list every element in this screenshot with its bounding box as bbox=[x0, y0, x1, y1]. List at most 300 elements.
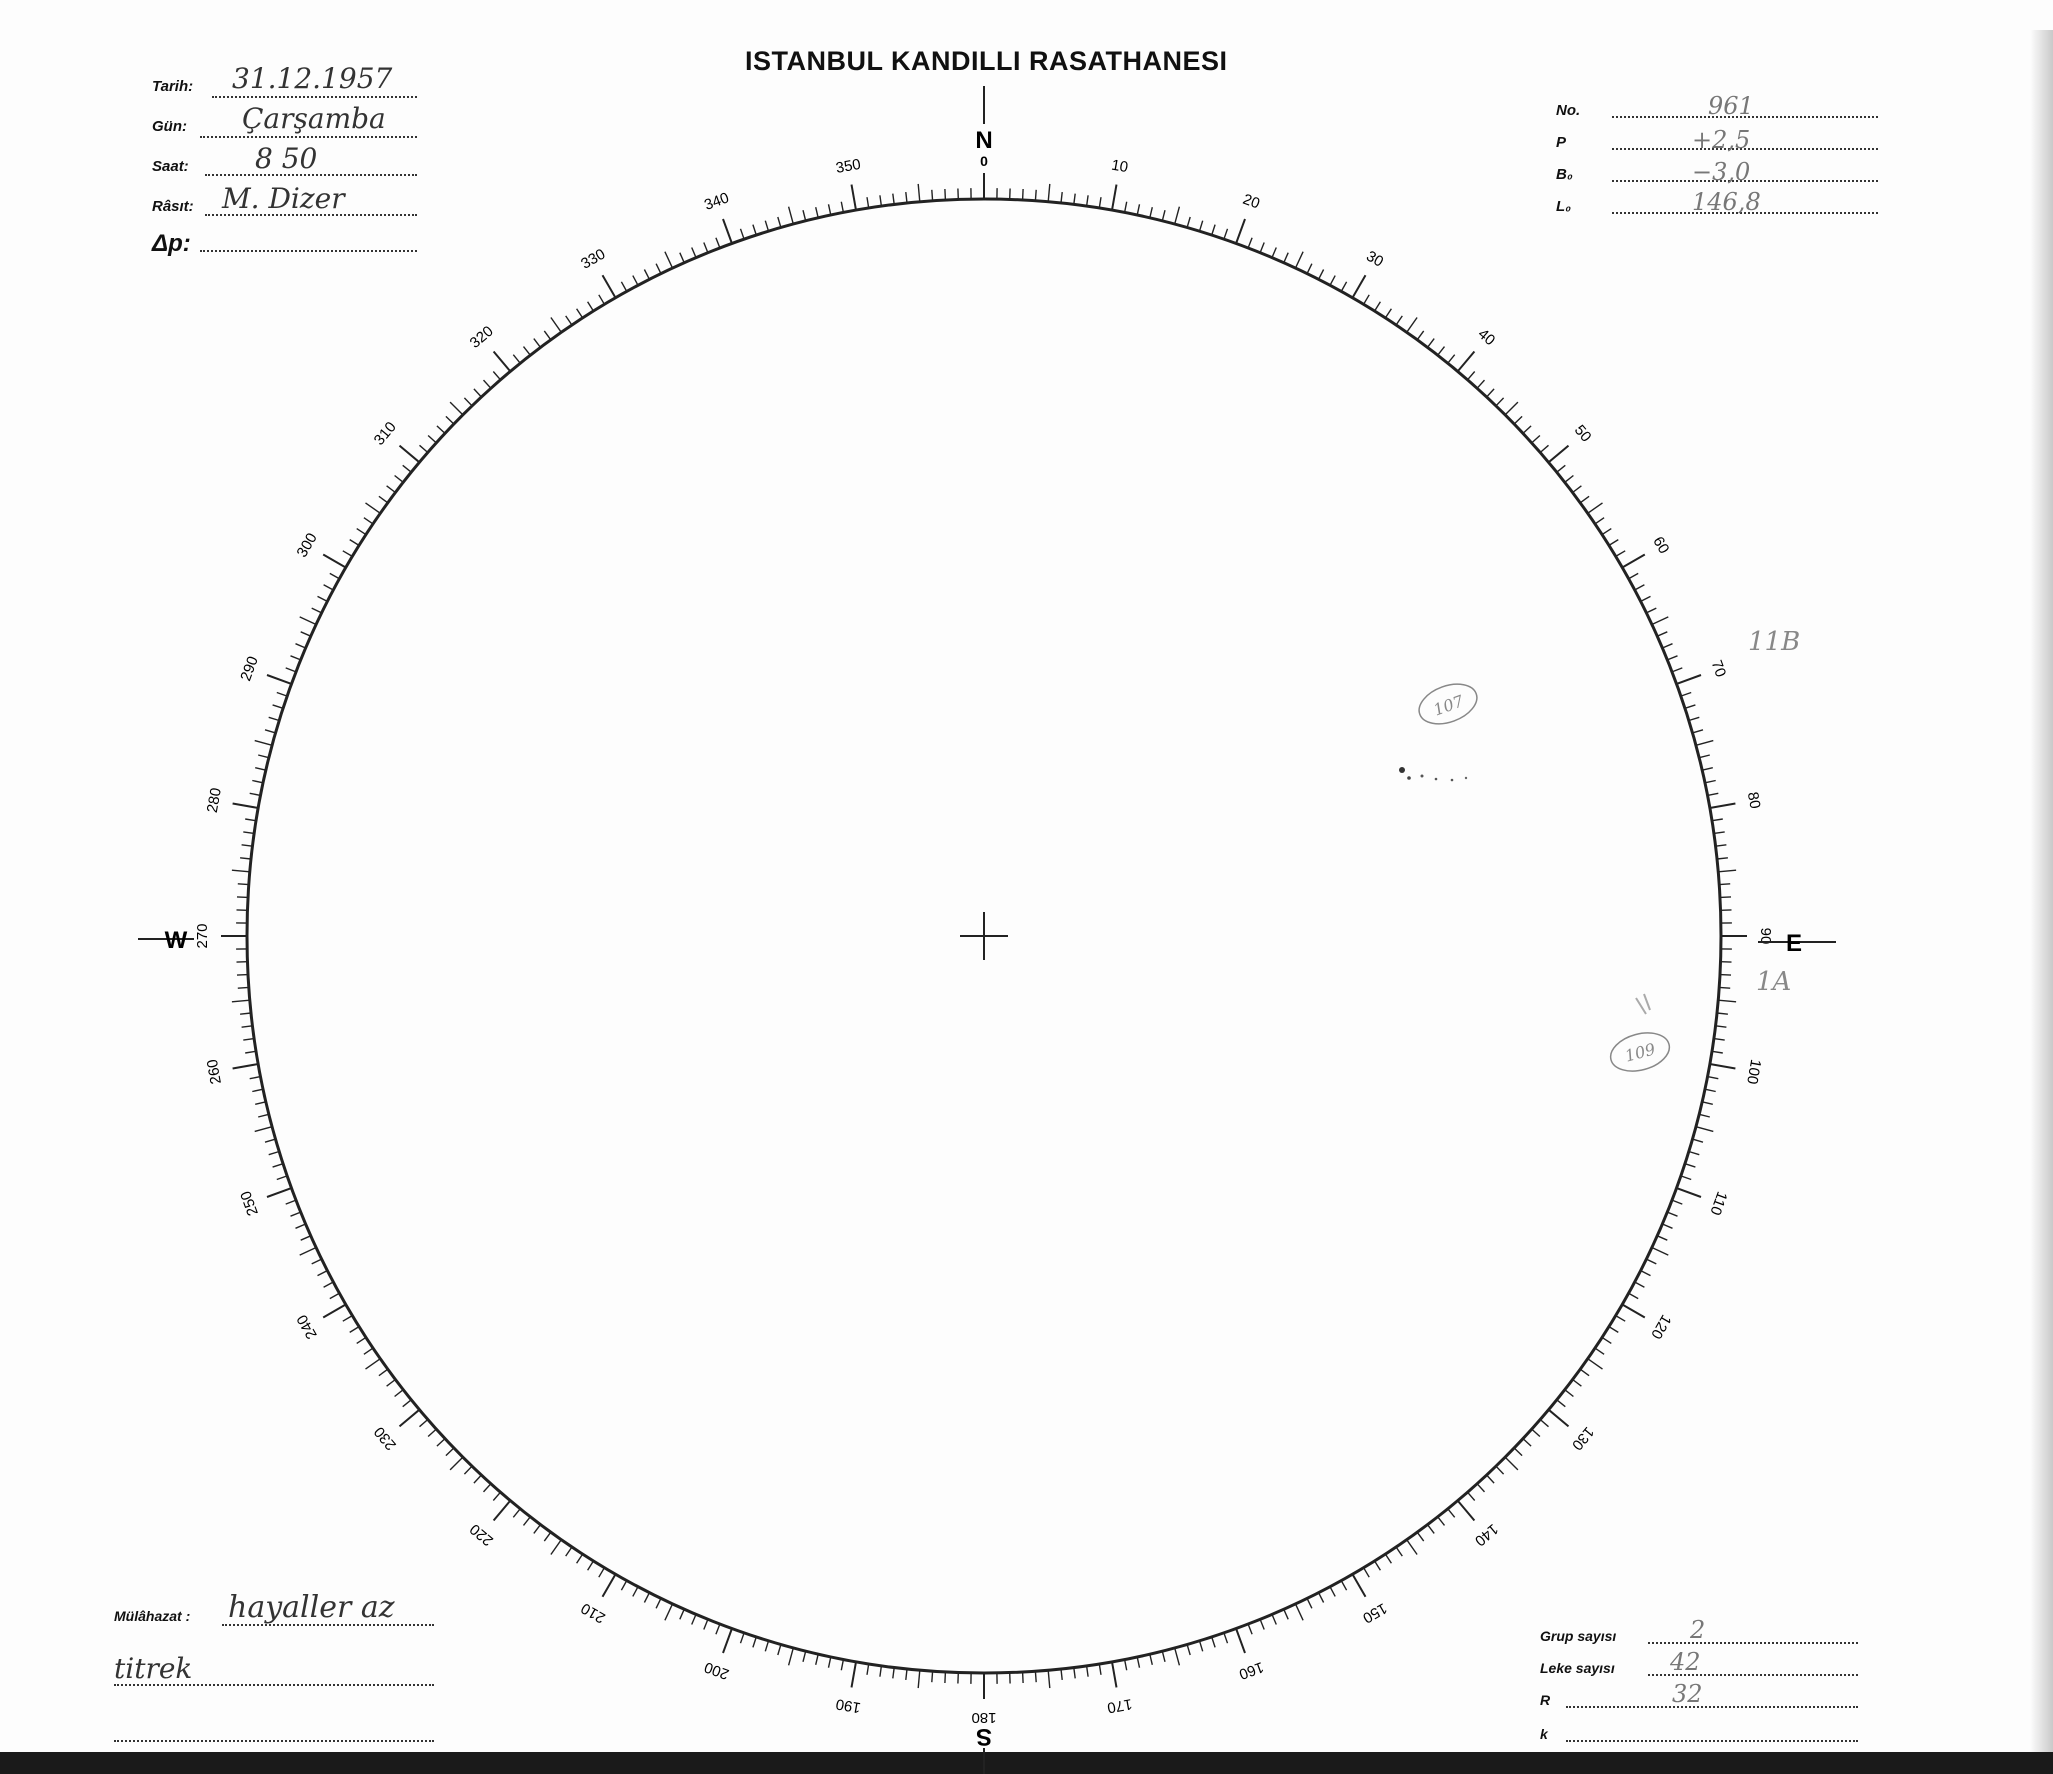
degree-tick bbox=[395, 476, 404, 483]
degree-tick bbox=[1646, 1259, 1656, 1264]
degree-tick bbox=[918, 184, 920, 202]
degree-tick bbox=[852, 1662, 857, 1688]
degree-tick bbox=[665, 252, 673, 268]
degree-tick bbox=[1035, 190, 1036, 201]
degree-tick bbox=[1150, 207, 1153, 218]
degree-tick bbox=[1385, 309, 1391, 318]
degree-tick bbox=[1353, 1574, 1366, 1597]
degree-tick bbox=[1468, 1492, 1475, 1500]
degree-tick bbox=[1200, 221, 1203, 232]
degree-tick bbox=[1580, 496, 1589, 503]
degree-tick bbox=[403, 465, 412, 472]
r-label: R bbox=[1540, 1692, 1551, 1708]
degree-tick bbox=[716, 1624, 720, 1634]
degree-tick bbox=[318, 1271, 328, 1276]
degree-tick bbox=[437, 1439, 445, 1447]
degree-tick bbox=[464, 398, 472, 406]
degree-label: 340 bbox=[702, 189, 732, 214]
degree-tick bbox=[1023, 1672, 1024, 1683]
degree-tick bbox=[1609, 1327, 1618, 1333]
degree-tick bbox=[493, 1492, 500, 1500]
degree-tick bbox=[323, 555, 346, 568]
degree-tick bbox=[1532, 436, 1540, 443]
degree-tick bbox=[1710, 1064, 1736, 1069]
degree-tick bbox=[1296, 1604, 1304, 1620]
degree-tick bbox=[1719, 884, 1730, 885]
degree-tick bbox=[1685, 1164, 1696, 1167]
degree-tick bbox=[450, 1457, 463, 1470]
degree-tick bbox=[484, 1484, 491, 1492]
degree-tick bbox=[1375, 302, 1381, 311]
degree-tick bbox=[918, 1670, 920, 1688]
north-zero-label: 0 bbox=[980, 153, 988, 169]
sheet-title: ISTANBUL KANDILLI RASATHANESI bbox=[745, 46, 1228, 76]
degree-tick bbox=[1662, 644, 1672, 648]
degree-tick bbox=[1319, 270, 1324, 280]
degree-tick bbox=[778, 217, 781, 228]
degree-tick bbox=[267, 1188, 291, 1197]
degree-tick bbox=[255, 1102, 266, 1105]
degree-tick bbox=[656, 1598, 661, 1608]
degree-label: 330 bbox=[578, 245, 609, 273]
degree-tick bbox=[1720, 897, 1731, 898]
degree-tick bbox=[1720, 975, 1731, 976]
degree-tick bbox=[1557, 465, 1566, 472]
degree-label: 350 bbox=[834, 155, 863, 177]
degree-tick bbox=[1087, 195, 1089, 206]
tarih-label: Tarih: bbox=[152, 78, 194, 95]
degree-tick bbox=[291, 656, 301, 660]
degree-label: 320 bbox=[466, 322, 497, 352]
degree-tick bbox=[1573, 1380, 1582, 1387]
degree-tick bbox=[1187, 217, 1190, 228]
degree-tick bbox=[1549, 446, 1569, 463]
degree-tick bbox=[867, 1664, 869, 1675]
degree-label: 60 bbox=[1649, 533, 1673, 557]
degree-tick bbox=[1692, 730, 1703, 733]
south-label: S bbox=[975, 1723, 993, 1750]
degree-tick bbox=[1573, 486, 1582, 493]
degree-label: 130 bbox=[1568, 1423, 1598, 1454]
degree-tick bbox=[232, 870, 250, 872]
degree-tick bbox=[420, 1420, 428, 1427]
degree-tick bbox=[1557, 1400, 1566, 1407]
degree-tick bbox=[446, 416, 454, 424]
degree-tick bbox=[1048, 184, 1050, 202]
degree-label: 20 bbox=[1240, 190, 1263, 213]
degree-tick bbox=[1622, 1305, 1645, 1318]
sunspot-group-107 bbox=[1399, 677, 1482, 781]
degree-tick bbox=[1284, 1609, 1288, 1619]
degree-tick bbox=[599, 1568, 605, 1578]
degree-tick bbox=[420, 445, 428, 452]
degree-tick bbox=[1260, 1619, 1264, 1629]
leke-sayisi-value: 42 bbox=[1670, 1648, 1701, 1676]
degree-tick bbox=[1407, 318, 1417, 333]
degree-tick bbox=[1074, 194, 1075, 205]
degree-tick bbox=[1272, 1614, 1276, 1624]
degree-tick bbox=[599, 295, 605, 305]
degree-tick bbox=[1224, 229, 1228, 239]
degree-tick bbox=[296, 1224, 306, 1228]
degree-tick bbox=[437, 426, 445, 434]
degree-tick bbox=[1150, 1654, 1153, 1665]
north-label: N bbox=[975, 127, 993, 154]
degree-tick bbox=[1523, 426, 1531, 434]
degree-tick bbox=[1187, 1644, 1190, 1655]
degree-tick bbox=[704, 1619, 708, 1629]
degree-tick bbox=[493, 372, 500, 380]
b0-label: B₀ bbox=[1556, 166, 1573, 183]
degree-tick bbox=[1284, 253, 1288, 263]
degree-tick bbox=[1629, 573, 1639, 578]
degree-tick bbox=[716, 238, 720, 248]
degree-tick bbox=[243, 1039, 254, 1041]
degree-tick bbox=[258, 755, 269, 758]
degree-tick bbox=[1496, 1466, 1504, 1474]
degree-tick bbox=[1175, 207, 1180, 224]
degree-label: 170 bbox=[1105, 1695, 1134, 1717]
degree-tick bbox=[350, 540, 359, 546]
degree-tick bbox=[400, 446, 420, 463]
degree-tick bbox=[252, 1089, 263, 1091]
no-label: No. bbox=[1556, 102, 1581, 119]
degree-tick bbox=[906, 192, 907, 203]
degree-tick bbox=[258, 1114, 269, 1117]
degree-tick bbox=[242, 1026, 253, 1027]
degree-tick bbox=[1248, 1624, 1252, 1634]
degree-tick bbox=[255, 741, 272, 746]
group-107-number: 107 bbox=[1430, 691, 1467, 720]
degree-tick bbox=[387, 1380, 396, 1387]
east-label: E bbox=[1785, 930, 1803, 957]
degree-tick bbox=[829, 204, 831, 215]
degree-tick bbox=[1428, 1525, 1435, 1534]
degree-tick bbox=[753, 1637, 756, 1648]
degree-tick bbox=[343, 551, 353, 557]
degree-tick bbox=[1717, 858, 1728, 859]
west-label: W bbox=[164, 927, 188, 954]
degree-label: 90 bbox=[1757, 927, 1775, 945]
no-value: 961 bbox=[1708, 92, 1754, 120]
degree-tick bbox=[291, 1212, 301, 1216]
degree-tick bbox=[1716, 845, 1727, 846]
degree-tick bbox=[945, 189, 946, 200]
degree-tick bbox=[1565, 1390, 1574, 1397]
degree-tick bbox=[1112, 185, 1117, 211]
degree-tick bbox=[1448, 355, 1455, 364]
degree-tick bbox=[945, 1672, 946, 1683]
degree-tick bbox=[723, 219, 732, 243]
degree-tick bbox=[273, 705, 284, 708]
degree-tick bbox=[867, 197, 869, 208]
degree-tick bbox=[741, 1633, 745, 1643]
degree-tick bbox=[1705, 781, 1716, 783]
degree-tick bbox=[1710, 804, 1736, 809]
degree-tick bbox=[644, 1593, 649, 1603]
degree-tick bbox=[1549, 1410, 1569, 1427]
grup-sayisi-value: 2 bbox=[1690, 1616, 1706, 1644]
degree-tick bbox=[1364, 295, 1370, 305]
degree-tick bbox=[250, 1077, 261, 1079]
degree-tick bbox=[1061, 1669, 1062, 1680]
degree-label: 280 bbox=[203, 786, 225, 815]
degree-tick bbox=[1629, 1293, 1639, 1298]
degree-tick bbox=[1438, 1517, 1445, 1526]
degree-tick bbox=[1657, 1236, 1667, 1240]
degree-tick bbox=[269, 1152, 280, 1155]
degree-tick bbox=[286, 668, 296, 672]
degree-tick bbox=[1716, 1026, 1727, 1027]
degree-tick bbox=[357, 1337, 366, 1343]
degree-tick bbox=[816, 1654, 819, 1665]
degree-tick bbox=[1448, 1509, 1455, 1518]
degree-tick bbox=[238, 884, 249, 885]
degree-label: 200 bbox=[702, 1658, 732, 1683]
degree-tick bbox=[269, 717, 280, 720]
degree-tick bbox=[551, 1540, 561, 1555]
degree-tick bbox=[665, 1604, 673, 1620]
p-label: P bbox=[1556, 134, 1567, 151]
degree-tick bbox=[680, 253, 684, 263]
degree-tick bbox=[932, 1671, 933, 1682]
degree-tick bbox=[723, 1629, 732, 1653]
degree-tick bbox=[323, 1305, 346, 1318]
degree-label: 300 bbox=[293, 530, 321, 561]
degree-tick bbox=[603, 275, 616, 298]
degree-tick bbox=[704, 243, 708, 253]
degree-tick bbox=[1641, 1271, 1651, 1276]
degree-tick bbox=[841, 202, 843, 213]
degree-tick bbox=[252, 781, 263, 783]
degree-tick bbox=[1532, 1429, 1540, 1436]
degree-tick bbox=[1487, 389, 1495, 397]
degree-tick bbox=[255, 768, 266, 771]
degree-tick bbox=[803, 1651, 806, 1662]
degree-tick bbox=[1099, 197, 1101, 208]
degree-tick bbox=[494, 352, 511, 372]
note-1a: 1A bbox=[1756, 967, 1792, 997]
degree-label: 30 bbox=[1363, 247, 1387, 271]
k-label: k bbox=[1540, 1726, 1548, 1742]
degree-tick bbox=[852, 185, 857, 211]
degree-tick bbox=[1616, 1316, 1626, 1322]
degree-tick bbox=[379, 1369, 388, 1376]
degree-tick bbox=[1565, 476, 1574, 483]
degree-tick bbox=[1319, 1593, 1324, 1603]
degree-tick bbox=[1689, 717, 1700, 720]
degree-label: 10 bbox=[1109, 156, 1130, 177]
l0-label: L₀ bbox=[1556, 198, 1572, 215]
degree-tick bbox=[312, 608, 322, 613]
degree-tick bbox=[1137, 1657, 1139, 1668]
degree-tick bbox=[1061, 192, 1062, 203]
degree-tick bbox=[242, 845, 253, 846]
degree-tick bbox=[1458, 1501, 1475, 1521]
degree-tick bbox=[245, 1051, 256, 1053]
degree-tick bbox=[1672, 668, 1682, 672]
degree-tick bbox=[524, 1517, 531, 1526]
degree-tick bbox=[621, 1581, 626, 1591]
degree-label: 220 bbox=[466, 1520, 497, 1550]
degree-tick bbox=[588, 302, 594, 311]
degree-tick bbox=[692, 248, 696, 258]
degree-tick bbox=[741, 229, 745, 239]
degree-tick bbox=[1616, 551, 1626, 557]
degree-tick bbox=[1622, 555, 1645, 568]
degree-tick bbox=[1236, 1629, 1245, 1653]
degree-tick bbox=[1514, 1448, 1522, 1456]
degree-tick bbox=[245, 819, 256, 821]
degree-tick bbox=[513, 1509, 520, 1518]
degree-tick bbox=[1641, 596, 1651, 601]
degree-tick bbox=[1125, 1660, 1127, 1671]
degree-tick bbox=[366, 503, 381, 513]
degree-tick bbox=[1162, 210, 1165, 221]
degree-tick bbox=[1505, 1457, 1518, 1470]
degree-tick bbox=[1635, 1282, 1645, 1287]
degree-tick bbox=[1580, 1369, 1589, 1376]
gun-label: Gün: bbox=[152, 118, 187, 135]
degree-tick bbox=[1248, 238, 1252, 248]
degree-tick bbox=[265, 730, 276, 733]
degree-tick bbox=[753, 225, 756, 236]
degree-tick bbox=[1087, 1666, 1089, 1677]
degree-tick bbox=[1307, 264, 1312, 274]
leke-sayisi-label: Leke sayısı bbox=[1540, 1660, 1615, 1676]
degree-tick bbox=[1330, 1587, 1335, 1597]
degree-tick bbox=[1375, 1561, 1381, 1570]
degree-tick bbox=[296, 644, 306, 648]
degree-tick bbox=[1602, 529, 1611, 535]
degree-tick bbox=[1717, 1013, 1728, 1014]
degree-tick bbox=[265, 1139, 276, 1142]
degree-tick bbox=[1652, 1248, 1668, 1256]
rasit-label: Râsıt: bbox=[152, 198, 194, 215]
degree-tick bbox=[286, 1200, 296, 1204]
degree-tick bbox=[240, 1013, 251, 1014]
degree-tick bbox=[330, 573, 340, 578]
degree-tick bbox=[240, 858, 251, 859]
degree-tick bbox=[1353, 275, 1366, 298]
degree-tick bbox=[1609, 540, 1618, 546]
remarks-value-2: titrek bbox=[114, 1652, 193, 1685]
degree-tick bbox=[300, 617, 316, 625]
degree-tick bbox=[880, 1666, 882, 1677]
degree-tick bbox=[1662, 1224, 1672, 1228]
degree-tick bbox=[318, 596, 328, 601]
b0-value: −3,0 bbox=[1692, 158, 1751, 186]
degree-tick bbox=[765, 221, 768, 232]
l0-value: 146,8 bbox=[1692, 188, 1761, 216]
degree-tick bbox=[603, 1574, 616, 1597]
degree-tick bbox=[1428, 339, 1435, 348]
degree-tick bbox=[829, 1657, 831, 1668]
degree-tick bbox=[906, 1669, 907, 1680]
degree-label: 120 bbox=[1647, 1311, 1675, 1342]
degree-tick bbox=[237, 975, 248, 976]
degree-label: 270 bbox=[193, 923, 211, 949]
degree-label: 140 bbox=[1471, 1520, 1502, 1550]
degree-tick bbox=[387, 486, 396, 493]
degree-tick bbox=[778, 1644, 781, 1655]
degree-tick bbox=[1417, 1532, 1424, 1541]
degree-tick bbox=[1112, 1662, 1117, 1688]
degree-tick bbox=[656, 264, 661, 274]
degree-tick bbox=[1074, 1668, 1075, 1679]
degree-tick bbox=[1677, 1188, 1701, 1197]
degree-tick bbox=[1696, 741, 1713, 746]
degree-tick bbox=[1718, 870, 1736, 872]
degree-tick bbox=[494, 1501, 511, 1521]
degree-tick bbox=[1307, 1598, 1312, 1608]
degree-tick bbox=[1523, 1439, 1531, 1447]
degree-tick bbox=[1714, 1039, 1725, 1041]
degree-tick bbox=[277, 1176, 287, 1180]
degree-tick bbox=[1685, 705, 1696, 708]
degree-tick bbox=[1341, 1581, 1346, 1591]
degree-tick bbox=[1588, 503, 1603, 513]
degree-tick bbox=[1652, 617, 1668, 625]
degree-label: 50 bbox=[1570, 421, 1595, 446]
degree-tick bbox=[1699, 1114, 1710, 1117]
degree-label: 230 bbox=[370, 1423, 400, 1454]
degree-tick bbox=[1657, 632, 1667, 636]
degree-tick bbox=[1672, 1200, 1682, 1204]
degree-tick bbox=[233, 1064, 259, 1069]
degree-tick bbox=[1667, 656, 1677, 660]
degree-tick bbox=[1396, 1547, 1402, 1556]
degree-tick bbox=[644, 270, 649, 280]
degree-tick bbox=[513, 355, 520, 364]
degree-tick bbox=[841, 1660, 843, 1671]
degree-tick bbox=[1035, 1671, 1036, 1682]
degree-tick bbox=[544, 331, 551, 340]
degree-label: 210 bbox=[578, 1599, 609, 1627]
degree-tick bbox=[312, 1259, 322, 1264]
degree-tick bbox=[350, 1327, 359, 1333]
degree-tick bbox=[379, 496, 388, 503]
degree-tick bbox=[680, 1609, 684, 1619]
degree-tick bbox=[330, 1293, 340, 1298]
degree-tick bbox=[621, 282, 626, 292]
remarks-value-1: hayaller az bbox=[228, 1590, 395, 1625]
degree-tick bbox=[403, 1400, 412, 1407]
degree-tick bbox=[1714, 832, 1725, 834]
degree-tick bbox=[474, 389, 482, 397]
degree-label: 70 bbox=[1707, 657, 1730, 680]
degree-tick bbox=[932, 190, 933, 201]
degree-tick bbox=[1595, 1348, 1604, 1354]
degree-tick bbox=[1272, 248, 1276, 258]
degree-tick bbox=[450, 402, 463, 415]
degree-tick bbox=[1719, 987, 1730, 988]
degree-tick bbox=[1175, 1648, 1180, 1665]
degree-label: 260 bbox=[203, 1057, 225, 1086]
degree-tick bbox=[1048, 1670, 1050, 1688]
degree-tick bbox=[1646, 608, 1656, 613]
degree-tick bbox=[1200, 1641, 1203, 1652]
degree-tick bbox=[893, 1668, 894, 1679]
degree-tick bbox=[588, 1561, 594, 1570]
degree-tick bbox=[1635, 585, 1645, 590]
degree-tick bbox=[789, 207, 794, 224]
degree-tick bbox=[1677, 675, 1701, 684]
degree-tick bbox=[1296, 252, 1304, 268]
degree-tick bbox=[300, 1248, 316, 1256]
degree-tick bbox=[1505, 402, 1518, 415]
degree-tick bbox=[324, 585, 334, 590]
